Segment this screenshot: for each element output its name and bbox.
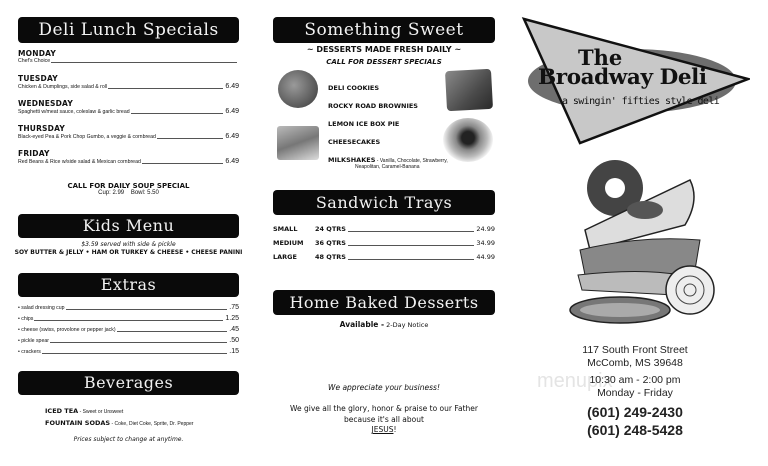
kids-menu-banner: [18, 214, 239, 238]
call-for-dessert-specials: CALL FOR DESSERT SPECIALS: [326, 58, 442, 66]
sandwich-drawing-icon: [560, 150, 720, 335]
lunch-day: [18, 124, 239, 149]
days-open: Monday - Friday: [597, 387, 673, 399]
lunch-specials-banner: [18, 17, 239, 43]
milkshakes-item: MILKSHAKES - Vanilla, Chocolate, Strawberry,: [328, 156, 448, 164]
beverage-item: ICED TEA - Sweet or Unsweet: [45, 407, 124, 415]
desserts-fresh-subtitle: ~ DESSERTS MADE FRESH DAILY ~: [306, 45, 462, 54]
soup-special-title: CALL FOR DAILY SOUP SPECIAL: [67, 182, 190, 190]
contact-info: [560, 344, 710, 439]
menu-line: Chef's Choice: [18, 58, 239, 64]
logo-tagline: a swingin' fifties style deli: [562, 96, 720, 107]
cookie-image: [278, 70, 318, 108]
extras-item: • salad dressing cup .75: [18, 304, 239, 311]
address-line-1: 117 South Front Street: [582, 344, 688, 356]
something-sweet-banner: [273, 17, 495, 43]
tray-row: LARGE 48 QTRS 44.99: [273, 253, 495, 261]
menu-line: Red Beans & Rice w/side salad & Mexican cornbread 6.49: [18, 158, 239, 165]
menu-line: Chicken & Dumplings, side salad & roll 6.49: [18, 83, 239, 90]
broadway-deli-logo: [520, 15, 750, 145]
lunch-specials-list: [18, 49, 239, 174]
home-baked-title: Home Baked Desserts: [289, 293, 479, 312]
lunch-day: [18, 74, 239, 99]
lunch-day: [18, 149, 239, 174]
kids-items: SOY BUTTER & JELLY • HAM OR TURKEY & CHEESE • CHEESE PANINI: [14, 249, 243, 256]
day-label: MONDAY: [18, 49, 57, 58]
dessert-item: CHEESECAKES: [328, 138, 381, 146]
home-baked-availability: Available - 2-Day Notice: [339, 320, 429, 329]
beverages-banner: [18, 371, 239, 395]
extras-title: Extras: [100, 275, 157, 294]
logo-name: Broadway Deli: [538, 65, 707, 90]
dessert-item: LEMON ICE BOX PIE: [328, 120, 400, 128]
menu-line: Black-eyed Pea & Pork Chop Gumbo, a veggie & cornbread 6.49: [18, 133, 239, 140]
menu-line: Spaghetti w/meat sauce, coleslaw & garlic bread 6.49: [18, 108, 239, 115]
lunch-specials-title: Deli Lunch Specials: [38, 20, 219, 40]
extras-list: [18, 300, 239, 355]
tray-row: MEDIUM 36 QTRS 34.99: [273, 239, 495, 247]
menupix-watermark: menupix: [537, 370, 613, 392]
beverages-list: [45, 398, 245, 427]
tray-row: SMALL 24 QTRS 24.99: [273, 225, 495, 233]
home-baked-banner: [273, 290, 495, 315]
extras-item: • pickle spear .50: [18, 337, 239, 344]
sandwich-trays-title: Sandwich Trays: [315, 193, 453, 212]
prices-note: Prices subject to change at anytime.: [73, 436, 184, 443]
dessert-list: [328, 84, 478, 170]
extras-item: • crackers .15: [18, 348, 239, 355]
soup-prices: Cup: 2.99 Bowl: 5.50: [98, 190, 159, 196]
something-sweet-title: Something Sweet: [304, 20, 464, 40]
phone-2[interactable]: (601) 248-5428: [587, 422, 683, 438]
day-label: FRIDAY: [18, 149, 50, 158]
trays-list: [273, 219, 495, 261]
lunch-day: [18, 99, 239, 124]
extras-item: • cheese (swiss, provolone or pepper jack) .45: [18, 326, 239, 333]
day-label: TUESDAY: [18, 74, 58, 83]
beverage-item: FOUNTAIN SODAS - Coke, Diet Coke, Sprite, Dr. Pepper: [45, 419, 194, 427]
milkshake-flavors: Neapolitan, Caramel-Banana: [355, 164, 420, 170]
address-line-2: McComb, MS 39648: [587, 357, 683, 369]
kids-price-note: $3.59 served with side & pickle: [81, 241, 176, 248]
kids-menu-details: [12, 241, 245, 256]
kids-menu-title: Kids Menu: [82, 216, 175, 235]
appreciate-text: We appreciate your business!: [328, 383, 440, 392]
pie-image: [277, 126, 319, 160]
lunch-day: [18, 49, 239, 74]
sandwich-illustration: [560, 150, 720, 335]
dessert-item: DELI COOKIES: [328, 84, 380, 92]
logo-the: The: [578, 45, 623, 70]
sandwich-trays-banner: [273, 190, 495, 215]
closing-message: We give all the glory, honor & praise to our Father because it's all about JESUS!: [290, 404, 478, 434]
beverages-title: Beverages: [83, 373, 174, 392]
hours: 10:30 am - 2:00 pm: [589, 374, 681, 386]
phone-1[interactable]: (601) 249-2430: [587, 404, 683, 420]
soup-special: [18, 182, 239, 196]
extras-banner: [18, 273, 239, 297]
day-label: THURSDAY: [18, 124, 66, 133]
extras-item: • chips 1.25: [18, 315, 239, 322]
dessert-item: ROCKY ROAD BROWNIES: [328, 102, 418, 110]
day-label: WEDNESDAY: [18, 99, 73, 108]
